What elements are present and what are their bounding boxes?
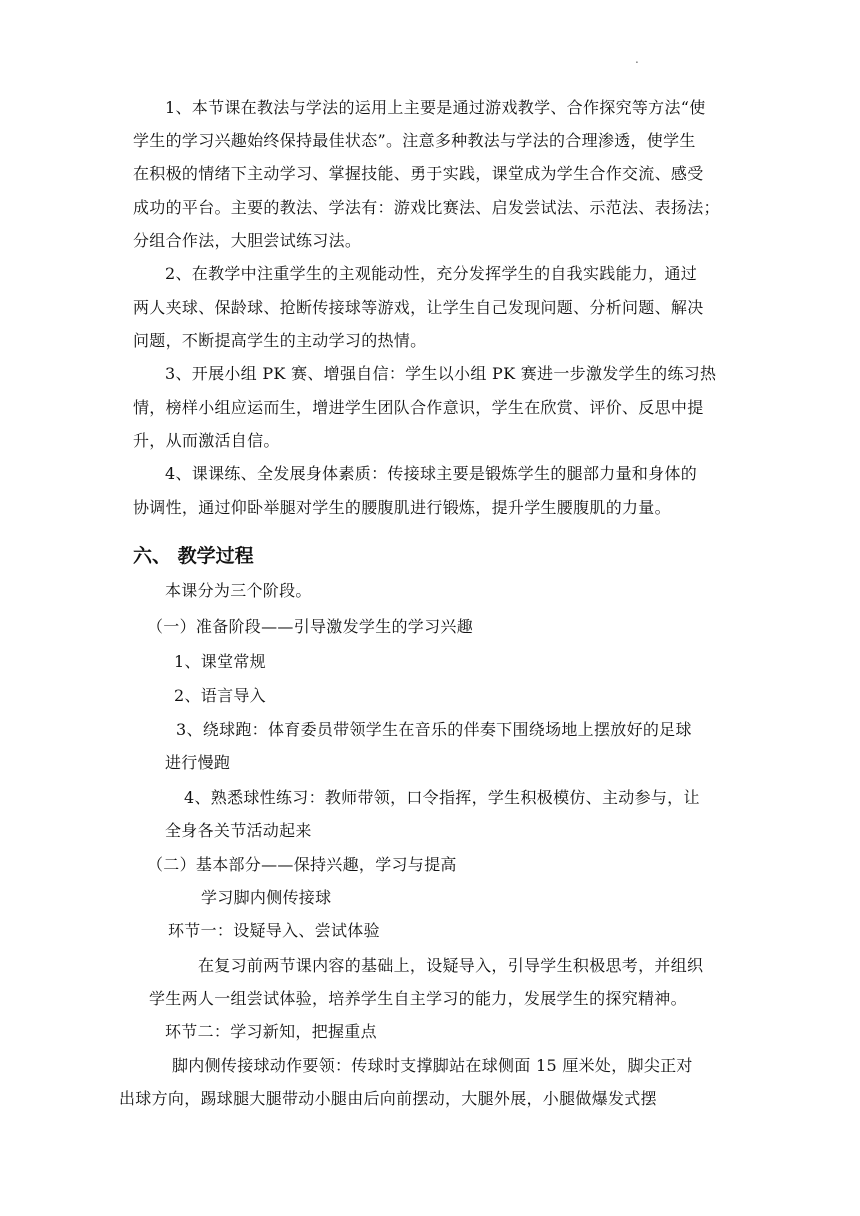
text-line: 1、本节课在教法与学法的运用上主要是通过游戏教学、合作探究等方法“使 bbox=[165, 98, 706, 117]
text-line: 学生的学习兴趣始终保持最佳状态”。注意多种教法与学法的合理渗透，使学生 bbox=[133, 131, 696, 150]
text-line: 协调性，通过仰卧举腿对学生的腰腹肌进行锻炼，提升学生腰腹肌的力量。 bbox=[133, 498, 671, 517]
list-item: 3、绕球跑：体育委员带领学生在音乐的伴奏下围绕场地上摆放好的足球 bbox=[176, 720, 692, 739]
step-text: 脚内侧传接球动作要领：传球时支撑脚站在球侧面 15 厘米处，脚尖正对 bbox=[172, 1056, 693, 1075]
list-item: 2、语言导入 bbox=[174, 686, 266, 705]
intro-text: 本课分为三个阶段。 bbox=[165, 581, 312, 600]
topic-title: 学习脚内侧传接球 bbox=[201, 888, 332, 907]
text-line: 3、开展小组 PK 赛、增强自信：学生以小组 PK 赛进一步激发学生的练习热 bbox=[165, 364, 717, 383]
list-item: 4、熟悉球性练习：教师带领，口令指挥，学生积极模仿、主动参与，让 bbox=[184, 788, 700, 807]
text-line: 分组合作法，大胆尝试练习法。 bbox=[133, 231, 362, 250]
list-item-continuation: 进行慢跑 bbox=[165, 753, 231, 772]
section-title: 六、 教学过程 bbox=[133, 545, 254, 567]
text-line: 情，榜样小组应运而生，增进学生团队合作意识，学生在欣赏、评价、反思中提 bbox=[133, 398, 704, 417]
step-title: 环节一：设疑导入、尝试体验 bbox=[168, 921, 380, 940]
text-line: 两人夹球、保龄球、抢断传接球等游戏，让学生自己发现问题、分析问题、解决 bbox=[133, 298, 704, 317]
step-title: 环节二：学习新知，把握重点 bbox=[165, 1022, 377, 1041]
list-item-continuation: 全身各关节活动起来 bbox=[165, 821, 312, 840]
list-item: 1、课堂常规 bbox=[174, 652, 266, 671]
stage-title: （二）基本部分——保持兴趣，学习与提高 bbox=[147, 855, 457, 874]
header-mark: . bbox=[635, 52, 639, 66]
text-line: 问题，不断提高学生的主动学习的热情。 bbox=[133, 331, 427, 350]
text-line: 4、课课练、全发展身体素质：传接球主要是锻炼学生的腿部力量和身体的 bbox=[165, 464, 698, 483]
text-line: 成功的平台。主要的教法、学法有：游戏比赛法、启发尝试法、示范法、表扬法； bbox=[133, 198, 720, 217]
text-line: 在积极的情绪下主动学习、掌握技能、勇于实践，课堂成为学生合作交流、感受 bbox=[133, 164, 704, 183]
step-text: 学生两人一组尝试体验，培养学生自主学习的能力，发展学生的探究精神。 bbox=[149, 989, 687, 1008]
step-text: 在复习前两节课内容的基础上，设疑导入，引导学生积极思考，并组织 bbox=[198, 956, 704, 975]
text-line: 2、在教学中注重学生的主观能动性，充分发挥学生的自我实践能力，通过 bbox=[165, 264, 698, 283]
text-line: 升，从而激活自信。 bbox=[133, 431, 280, 450]
step-text: 出球方向，踢球腿大腿带动小腿由后向前摆动，大腿外展，小腿做爆发式摆 bbox=[119, 1089, 657, 1108]
stage-title: （一）准备阶段——引导激发学生的学习兴趣 bbox=[147, 617, 474, 636]
